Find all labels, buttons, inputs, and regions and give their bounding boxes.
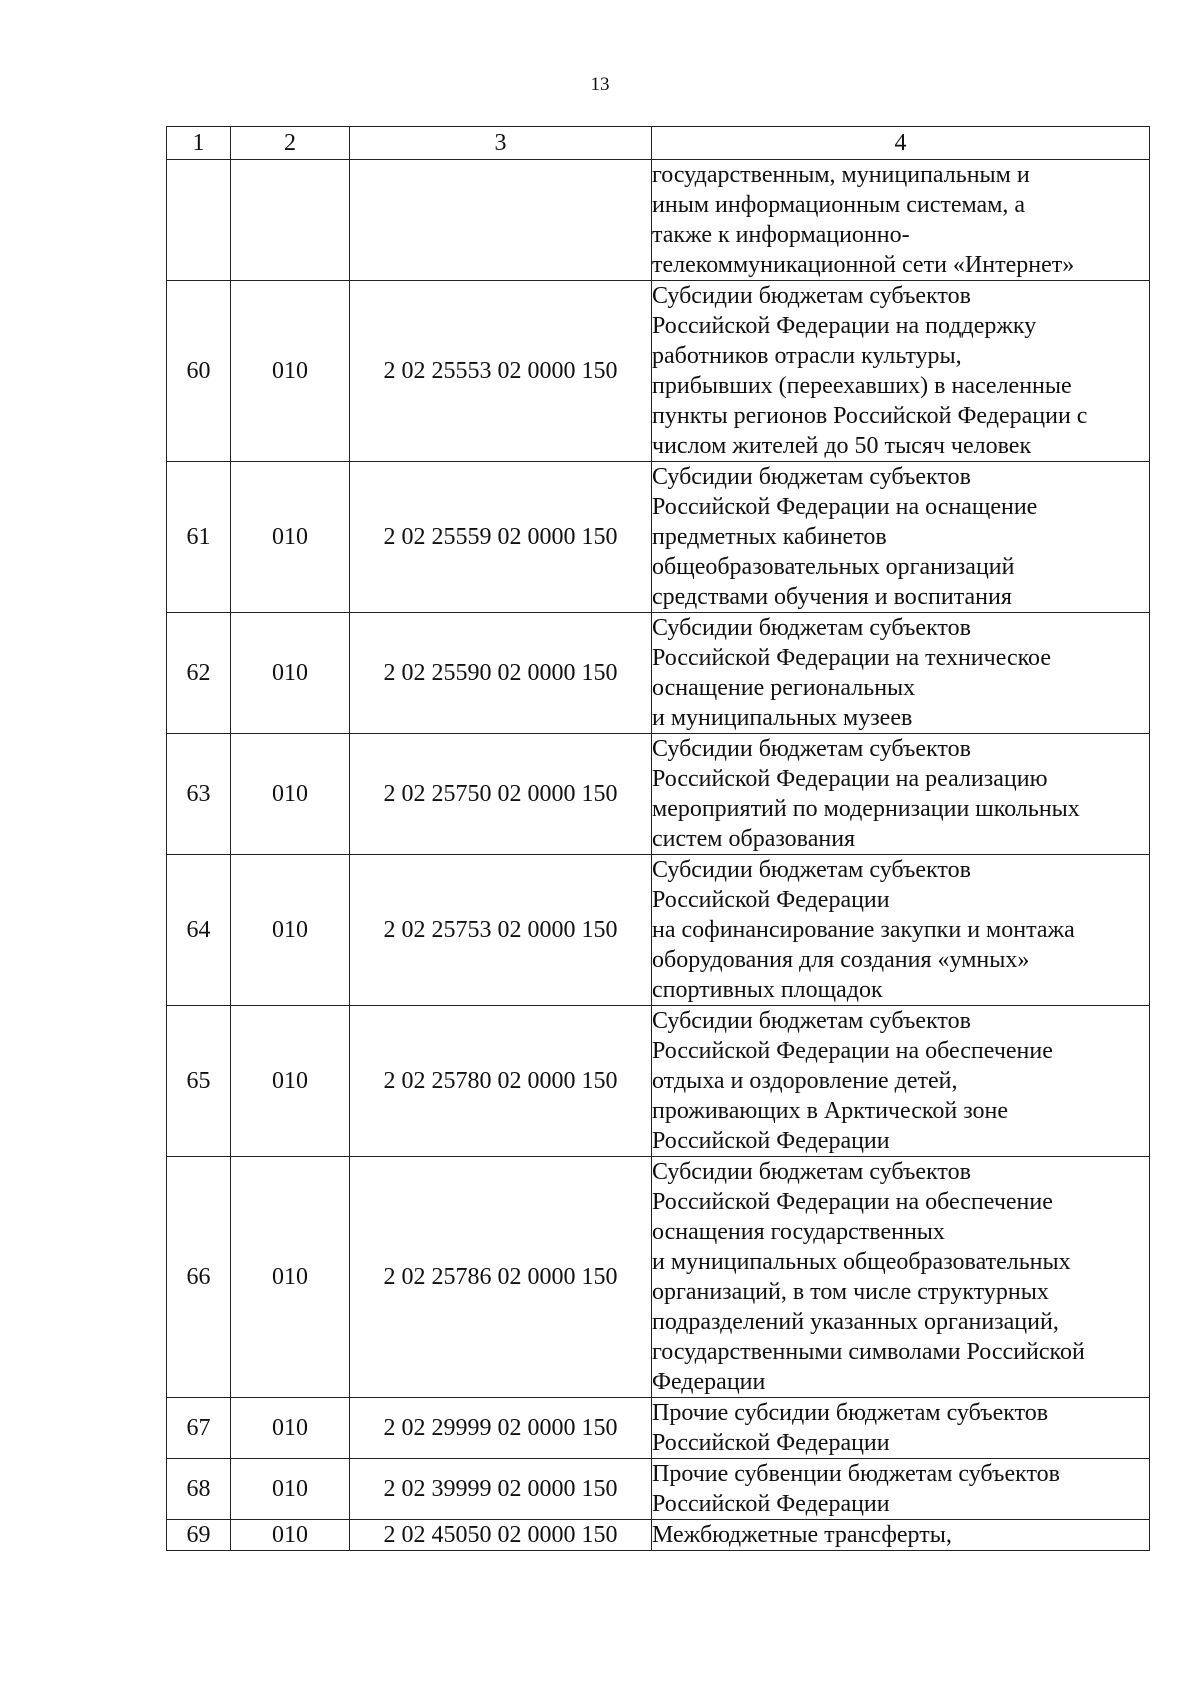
- table-row: [167, 1398, 1150, 1459]
- admin-code: 010: [231, 462, 350, 613]
- revenue-code: 2 02 25553 02 0000 150: [350, 281, 652, 462]
- table-row: [167, 1520, 1150, 1551]
- revenue-code: 2 02 29999 02 0000 150: [350, 1398, 652, 1459]
- admin-code: 010: [231, 1520, 350, 1551]
- table-row: [167, 160, 1150, 281]
- table-row: [167, 462, 1150, 613]
- row-number: 63: [167, 734, 231, 855]
- revenue-description: Субсидии бюджетам субъектов Российской Федерации на обеспечение оснащения государственных и муниципальных общеобразовательных организаций, в том числе структурных подразделений указанных организаций, государственными символами Российской Федерации: [652, 1157, 1150, 1398]
- header-col-1: 1: [167, 127, 231, 160]
- revenue-code: [350, 160, 652, 281]
- revenue-description: Субсидии бюджетам субъектов Российской Федерации на оснащение предметных кабинетов общеобразовательных организаций средствами обучения и воспитания: [652, 462, 1150, 613]
- page-number: 13: [590, 74, 610, 95]
- revenue-description: Прочие субсидии бюджетам субъектов Российской Федерации: [652, 1398, 1150, 1459]
- row-number: 61: [167, 462, 231, 613]
- header-col-3: 3: [350, 127, 652, 160]
- table-row: [167, 1459, 1150, 1520]
- revenue-description: Субсидии бюджетам субъектов Российской Федерации на техническое оснащение региональных и муниципальных музеев: [652, 613, 1150, 734]
- admin-code: 010: [231, 1157, 350, 1398]
- revenue-code: 2 02 45050 02 0000 150: [350, 1520, 652, 1551]
- admin-code: 010: [231, 1398, 350, 1459]
- table-row: [167, 855, 1150, 1006]
- revenue-description: Межбюджетные трансферты,: [652, 1520, 1150, 1551]
- revenue-code: 2 02 25780 02 0000 150: [350, 1006, 652, 1157]
- revenue-description: государственным, муниципальным и иным информационным системам, а также к информационно- телекоммуникационной сети «Интернет»: [652, 160, 1150, 281]
- table-row: [167, 613, 1150, 734]
- revenue-code: 2 02 25590 02 0000 150: [350, 613, 652, 734]
- row-number: 60: [167, 281, 231, 462]
- revenue-code: 2 02 25786 02 0000 150: [350, 1157, 652, 1398]
- row-number: 66: [167, 1157, 231, 1398]
- revenue-code: 2 02 25753 02 0000 150: [350, 855, 652, 1006]
- table-row: [167, 1157, 1150, 1398]
- header-col-4: 4: [652, 127, 1150, 160]
- admin-code: 010: [231, 734, 350, 855]
- admin-code: 010: [231, 281, 350, 462]
- row-number: [167, 160, 231, 281]
- header-col-2: 2: [231, 127, 350, 160]
- revenue-description: Прочие субвенции бюджетам субъектов Российской Федерации: [652, 1459, 1150, 1520]
- revenue-code: 2 02 39999 02 0000 150: [350, 1459, 652, 1520]
- row-number: 64: [167, 855, 231, 1006]
- row-number: 69: [167, 1520, 231, 1551]
- admin-code: 010: [231, 855, 350, 1006]
- admin-code: 010: [231, 1006, 350, 1157]
- revenue-code: 2 02 25559 02 0000 150: [350, 462, 652, 613]
- admin-code: [231, 160, 350, 281]
- revenue-description: Субсидии бюджетам субъектов Российской Федерации на обеспечение отдыха и оздоровление детей, проживающих в Арктической зоне Российской Федерации: [652, 1006, 1150, 1157]
- table-row: [167, 1006, 1150, 1157]
- row-number: 67: [167, 1398, 231, 1459]
- row-number: 68: [167, 1459, 231, 1520]
- revenue-description: Субсидии бюджетам субъектов Российской Федерации на софинансирование закупки и монтажа оборудования для создания «умных» спортивных площадок: [652, 855, 1150, 1006]
- revenue-code: 2 02 25750 02 0000 150: [350, 734, 652, 855]
- admin-code: 010: [231, 1459, 350, 1520]
- row-number: 62: [167, 613, 231, 734]
- budget-classification-table: [166, 126, 1150, 1551]
- table-row: [167, 734, 1150, 855]
- table-header-row: [167, 127, 1150, 160]
- revenue-description: Субсидии бюджетам субъектов Российской Федерации на поддержку работников отрасли культуры, прибывших (переехавших) в населенные пункты регионов Российской Федерации с числом жителей до 50 тысяч человек: [652, 281, 1150, 462]
- row-number: 65: [167, 1006, 231, 1157]
- table-row: [167, 281, 1150, 462]
- revenue-description: Субсидии бюджетам субъектов Российской Федерации на реализацию мероприятий по модернизации школьных систем образования: [652, 734, 1150, 855]
- admin-code: 010: [231, 613, 350, 734]
